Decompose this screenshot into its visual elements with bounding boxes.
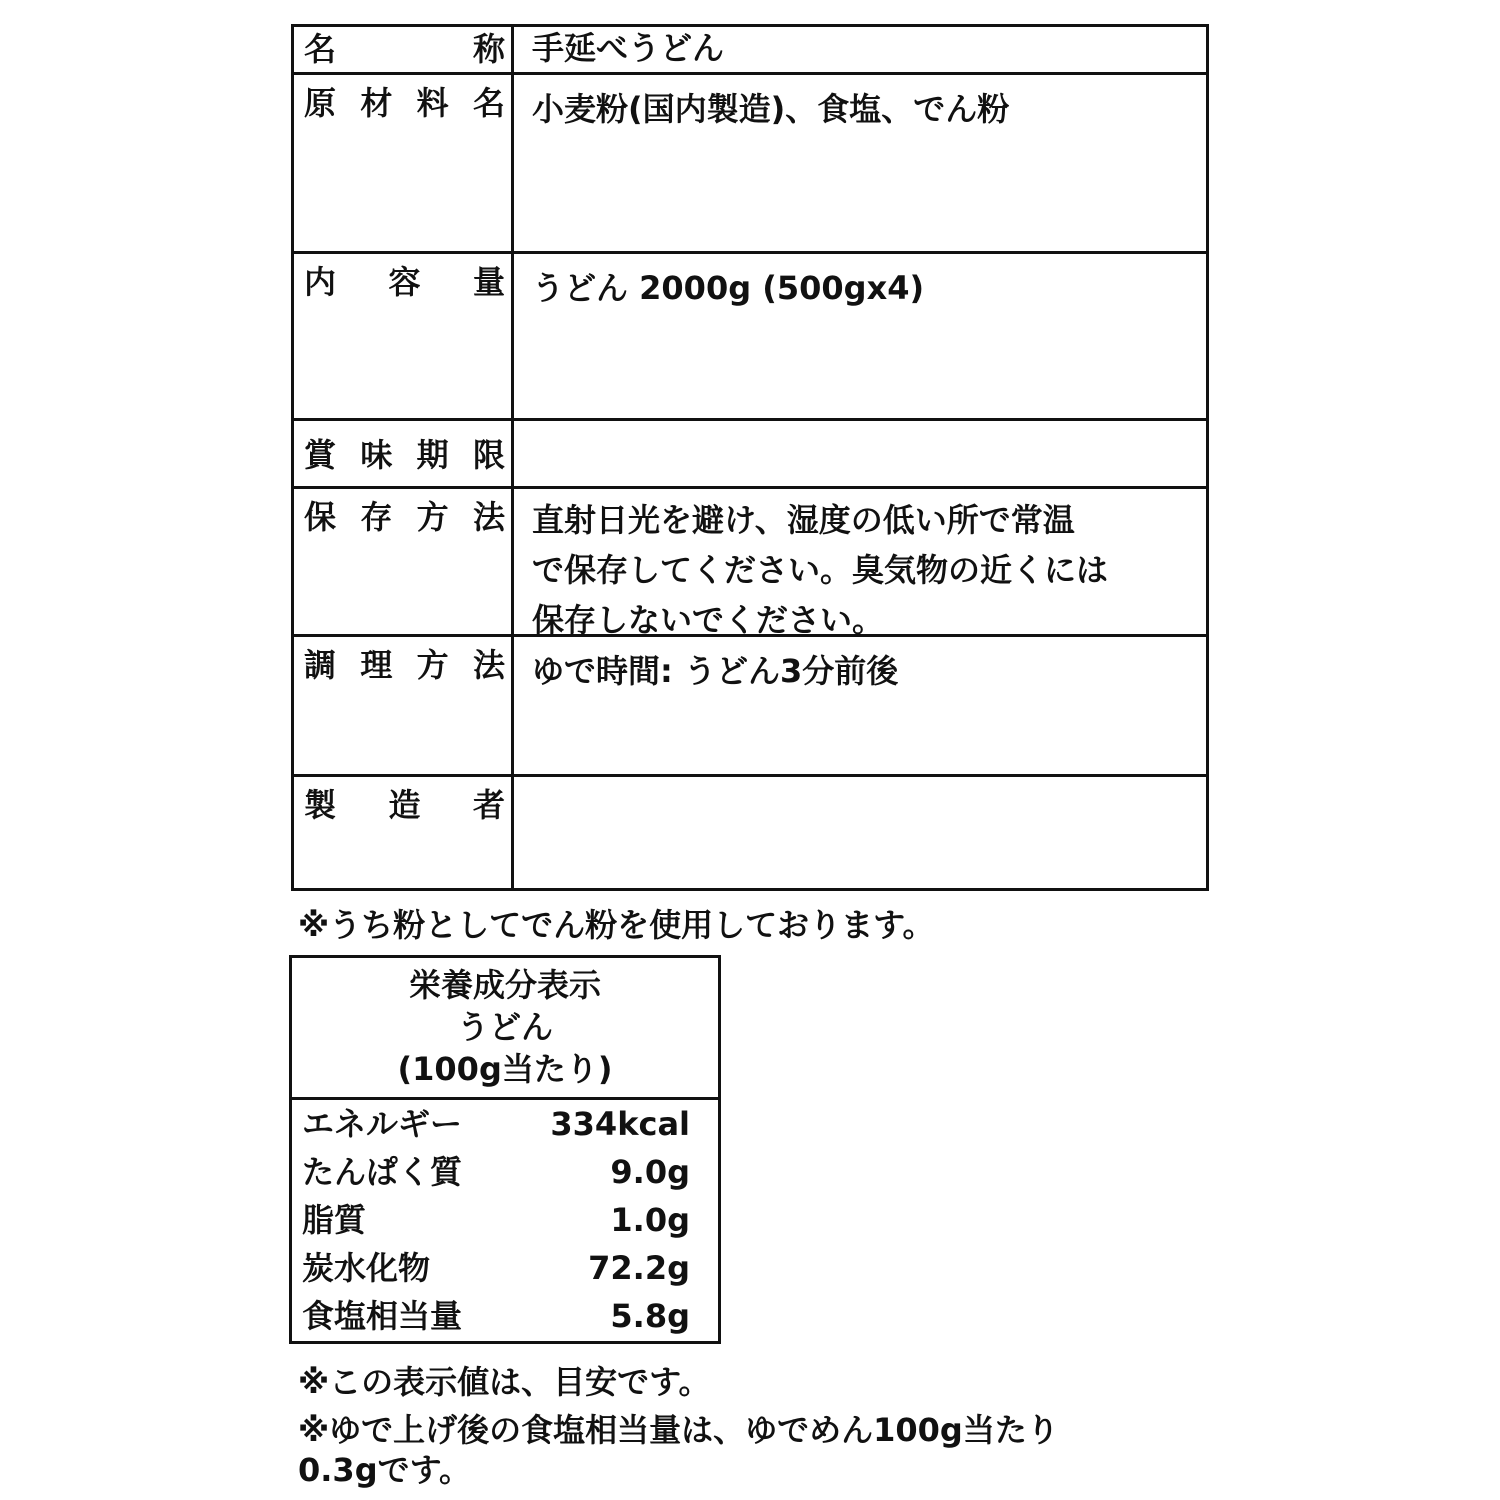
spec-value-manufacturer [514, 777, 1206, 888]
spec-label-cooking: 調理方法 [294, 637, 514, 774]
footnote-salt-value: 0.3gです。 [298, 1451, 472, 1489]
spec-value-best-before [514, 421, 1206, 486]
product-spec-table [291, 24, 1209, 891]
nutrition-header [292, 958, 718, 1100]
nutrition-title: 栄養成分表示 [408, 966, 601, 1004]
spec-value-ingredients: 小麦粉(国内製造)、食塩、でん粉 [532, 90, 1010, 128]
nutrition-row-energy [302, 1100, 690, 1148]
spec-label-manufacturer: 製造者 [294, 777, 514, 888]
spec-row-name [294, 27, 1206, 75]
nutrition-subtitle: うどん [456, 1008, 553, 1046]
spec-row-manufacturer [294, 777, 1206, 888]
footnote-estimate: ※この表示値は、目安です。 [298, 1363, 711, 1401]
spec-label-best-before: 賞味期限 [294, 421, 514, 486]
nutrition-table [289, 955, 721, 1344]
nutrition-row-carbohydrate [302, 1244, 690, 1292]
spec-value-storage: 直射日光を避け、湿度の低い所で常温 で保存してください。臭気物の近くには 保存しないでください。 [532, 501, 1109, 639]
nutrition-row-protein [302, 1148, 690, 1196]
nutrition-name: 食塩相当量 [302, 1297, 463, 1335]
spec-row-best-before [294, 421, 1206, 489]
spec-label-name: 名称 [294, 27, 514, 72]
nutrition-value: 334kcal [550, 1105, 690, 1143]
nutrition-row-salt [302, 1292, 690, 1340]
spec-value-cooking: ゆで時間: うどん3分前後 [532, 652, 899, 690]
nutrition-value: 5.8g [610, 1297, 690, 1335]
nutrition-value: 9.0g [610, 1153, 690, 1191]
footnote-salt-after-boiling: ※ゆで上げ後の食塩相当量は、ゆでめん100g当たり [298, 1411, 1059, 1449]
nutrition-name: たんぱく質 [302, 1153, 463, 1191]
nutrition-row-fat [302, 1196, 690, 1244]
dusting-flour-note: ※うち粉としてでん粉を使用しております。 [298, 906, 935, 944]
nutrition-value: 1.0g [610, 1201, 690, 1239]
spec-label-storage: 保存方法 [294, 489, 514, 634]
spec-row-ingredients [294, 75, 1206, 254]
spec-value-name: 手延べうどん [532, 29, 725, 67]
nutrition-basis: (100g当たり) [397, 1050, 613, 1088]
nutrition-value: 72.2g [588, 1249, 690, 1287]
spec-label-contents: 内容量 [294, 254, 514, 418]
nutrition-name: 脂質 [302, 1201, 367, 1239]
spec-row-storage [294, 489, 1206, 637]
nutrition-name: 炭水化物 [302, 1249, 431, 1287]
spec-row-contents [294, 254, 1206, 421]
spec-label-ingredients: 原材料名 [294, 75, 514, 251]
nutrition-name: エネルギー [302, 1105, 463, 1143]
spec-value-contents: うどん 2000g (500gx4) [532, 269, 925, 307]
spec-row-cooking [294, 637, 1206, 777]
